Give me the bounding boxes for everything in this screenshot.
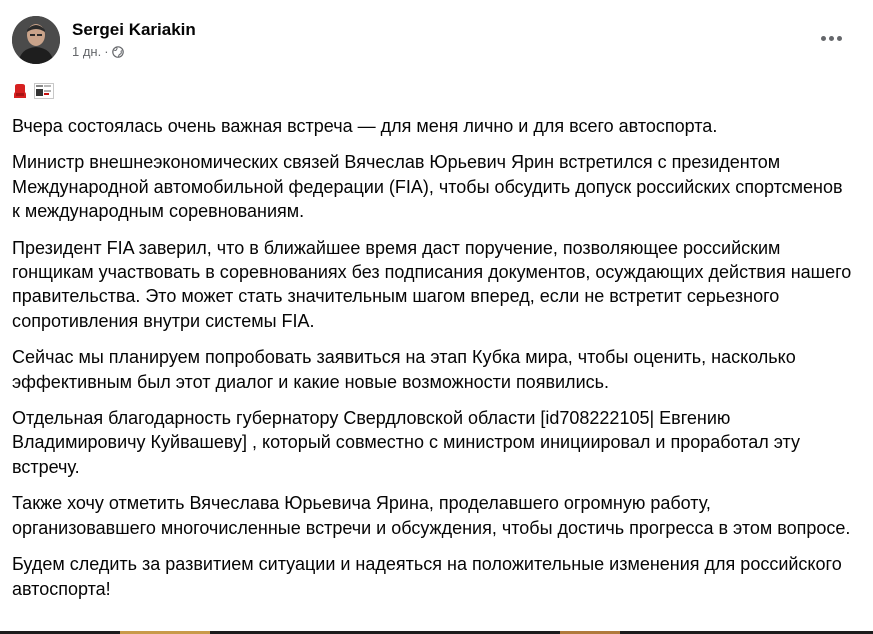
flag-emblem-icon <box>34 83 54 99</box>
post-paragraph: Вчера состоялась очень важная встреча — для меня лично и для всего автоспорта. <box>12 116 718 136</box>
post-meta <box>72 44 196 60</box>
more-horizontal-icon <box>829 36 834 41</box>
more-horizontal-icon <box>837 36 842 41</box>
red-seat-icon <box>12 83 28 99</box>
post-paragraph: Министр внешнеэкономических связей Вячеслав Юрьевич Ярин встретился с президентом Международной автомобильной федерации (FIA), чтобы обсудить допуск российских спортсменов к международным соревнованиям. <box>12 152 843 222</box>
post-body <box>12 114 852 613</box>
author-block <box>72 19 196 60</box>
globe-icon[interactable] <box>112 46 124 58</box>
post-paragraph: Отдельная благодарность губернатору Свердловской области [id708222105| Евгению Владимировичу Куйвашеву] , который совместно с министром инициировал и проработал эту встречу. <box>12 408 800 477</box>
post-paragraph: Президент FIA заверил, что в ближайшее время даст поручение, позволяющее российским гонщикам участвовать в соревнованиях без подписания документов, осуждающих действия нашего правительства. Это может стать значительным шагом вперед, если не встретит серьезного сопротивления внутри системы FIA. <box>12 237 852 331</box>
post-timestamp[interactable]: 1 дн. <box>72 44 102 59</box>
emoji-row <box>12 82 54 100</box>
avatar[interactable] <box>12 16 60 64</box>
author-name[interactable]: Sergei Kariakin <box>72 20 196 39</box>
more-options-button[interactable] <box>813 26 849 50</box>
post-header <box>12 16 861 68</box>
more-horizontal-icon <box>821 36 826 41</box>
avatar-image <box>12 16 60 64</box>
post-paragraph: Сейчас мы планируем попробовать заявиться на этап Кубка мира, чтобы оценить, насколько эффективным был этот диалог и какие новые возможности появились. <box>12 347 796 392</box>
post-paragraph: Также хочу отметить Вячеслава Юрьевича Ярина, проделавшего огромную работу, организовавшего многочисленные встречи и обсуждения, чтобы достичь прогресса в этом вопросе. <box>12 493 851 538</box>
post-paragraph: Будем следить за развитием ситуации и надеяться на положительные изменения для российского автоспорта! <box>12 554 842 599</box>
meta-separator: · <box>104 44 109 59</box>
